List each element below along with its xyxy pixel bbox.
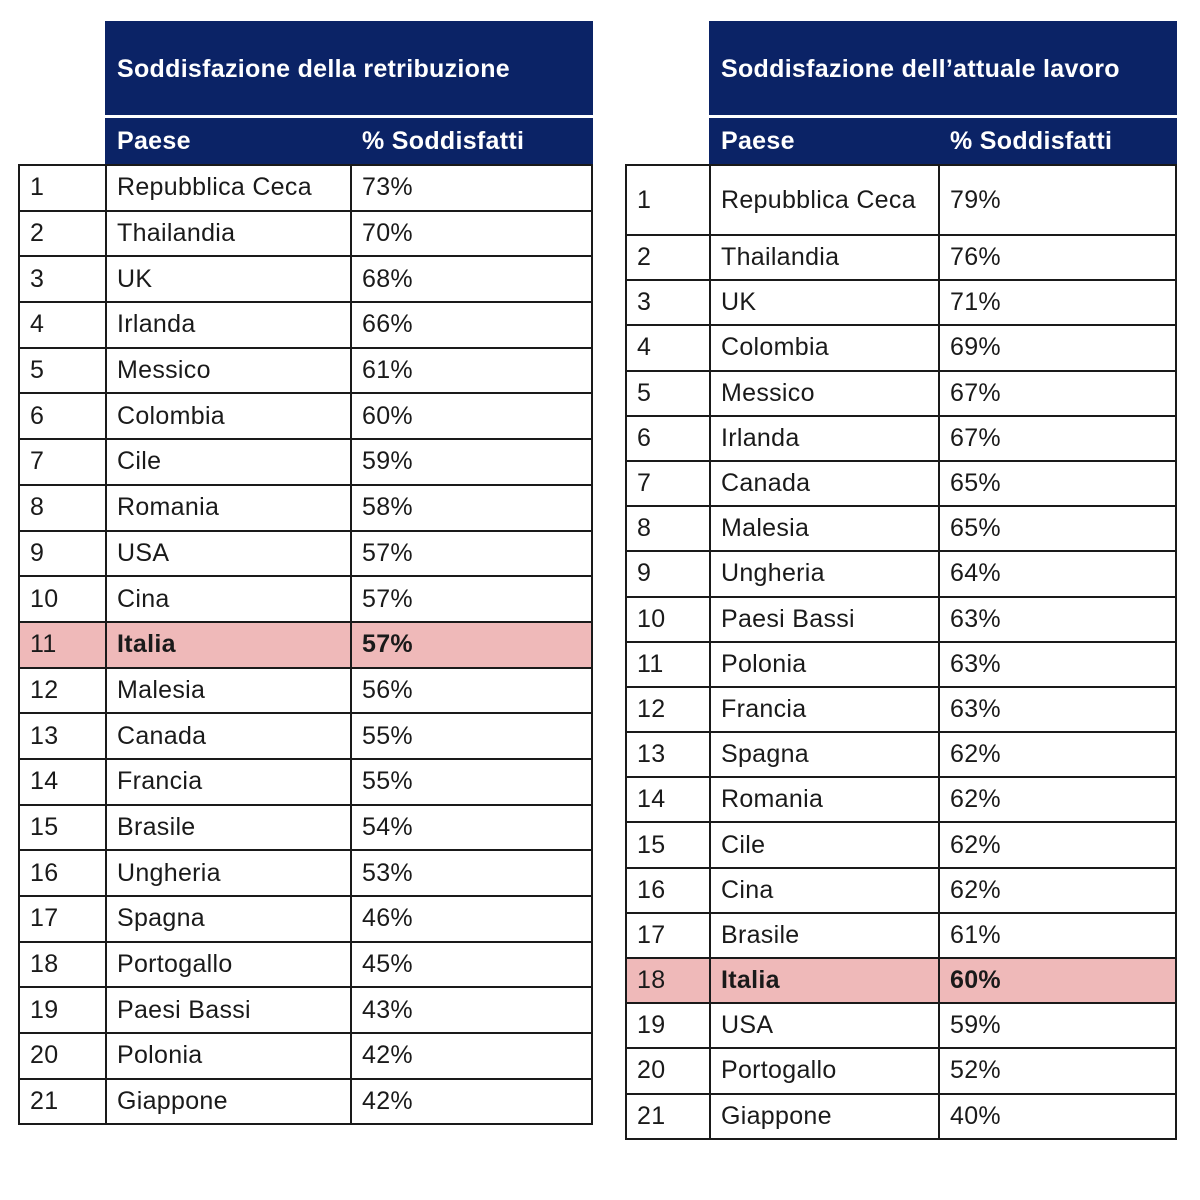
country-cell: Paesi Bassi (106, 987, 351, 1033)
percent-cell: 57% (351, 531, 592, 577)
table-row (626, 822, 1176, 867)
country-cell: Polonia (106, 1033, 351, 1079)
table-row (626, 642, 1176, 687)
table-row (19, 805, 592, 851)
percent-cell: 68% (351, 256, 592, 302)
percent-cell: 40% (939, 1094, 1176, 1139)
rank-cell: 18 (19, 942, 106, 988)
percent-cell: 65% (939, 506, 1176, 551)
country-cell: Irlanda (106, 302, 351, 348)
rank-cell: 13 (626, 732, 710, 777)
country-cell: Cile (710, 822, 939, 867)
rank-cell: 3 (626, 280, 710, 325)
rank-cell: 8 (626, 506, 710, 551)
table-row (626, 165, 1176, 235)
country-cell: Messico (106, 348, 351, 394)
rank-cell: 12 (19, 668, 106, 714)
rank-cell: 9 (19, 531, 106, 577)
rank-cell: 11 (19, 622, 106, 668)
rank-cell: 15 (626, 822, 710, 867)
percent-cell: 52% (939, 1048, 1176, 1093)
table-row-highlighted (19, 622, 592, 668)
country-cell: Portogallo (106, 942, 351, 988)
country-cell: Italia (106, 622, 351, 668)
rank-cell: 11 (626, 642, 710, 687)
rank-cell: 19 (626, 1003, 710, 1048)
table-row (626, 506, 1176, 551)
rank-cell: 7 (626, 461, 710, 506)
country-cell: Spagna (710, 732, 939, 777)
rank-cell: 17 (626, 913, 710, 958)
table-row (19, 531, 592, 577)
rank-cell: 9 (626, 551, 710, 596)
country-cell: Spagna (106, 896, 351, 942)
table-row (19, 942, 592, 988)
percent-cell: 66% (351, 302, 592, 348)
table-row (19, 1079, 592, 1125)
pay-satisfaction-table (18, 21, 593, 1125)
percent-cell: 79% (939, 165, 1176, 235)
job-satisfaction-panel (625, 21, 1175, 1140)
percent-cell: 62% (939, 777, 1176, 822)
table-row (19, 439, 592, 485)
table-row (626, 235, 1176, 280)
percent-cell: 70% (351, 211, 592, 257)
country-cell: Francia (710, 687, 939, 732)
country-cell: Giappone (106, 1079, 351, 1125)
rank-cell: 5 (19, 348, 106, 394)
table-row (626, 687, 1176, 732)
header-row (626, 117, 1176, 166)
table-row (626, 597, 1176, 642)
table-row (19, 850, 592, 896)
percent-cell: 69% (939, 325, 1176, 370)
country-cell: Polonia (710, 642, 939, 687)
percent-cell: 62% (939, 868, 1176, 913)
table-row (626, 371, 1176, 416)
percent-cell: 63% (939, 642, 1176, 687)
country-cell: Cina (106, 576, 351, 622)
rank-cell: 16 (626, 868, 710, 913)
percent-cell: 73% (351, 165, 592, 211)
percent-cell: 59% (939, 1003, 1176, 1048)
table-row (19, 485, 592, 531)
table-row (626, 732, 1176, 777)
country-cell: Canada (710, 461, 939, 506)
country-cell: Ungheria (710, 551, 939, 596)
country-cell: Repubblica Ceca (106, 165, 351, 211)
percent-cell: 43% (351, 987, 592, 1033)
table-row (19, 256, 592, 302)
percent-cell: 62% (939, 732, 1176, 777)
table-title: Soddisfazione dell’attuale lavoro (710, 22, 1176, 117)
percent-cell: 58% (351, 485, 592, 531)
country-cell: UK (710, 280, 939, 325)
table-title: Soddisfazione della retribuzione (106, 22, 592, 117)
table-row (626, 325, 1176, 370)
rank-cell: 19 (19, 987, 106, 1033)
country-cell: Paesi Bassi (710, 597, 939, 642)
rank-cell: 12 (626, 687, 710, 732)
table-row (19, 165, 592, 211)
table-row (19, 668, 592, 714)
country-cell: UK (106, 256, 351, 302)
percent-cell: 67% (939, 371, 1176, 416)
column-header-country: Paese (710, 117, 939, 166)
table-row (19, 576, 592, 622)
rank-cell: 1 (626, 165, 710, 235)
table-row-highlighted (626, 958, 1176, 1003)
table-row (626, 1048, 1176, 1093)
header-row (19, 117, 592, 166)
table-row (19, 302, 592, 348)
rank-cell: 2 (626, 235, 710, 280)
table-row (19, 987, 592, 1033)
rank-cell: 16 (19, 850, 106, 896)
rank-cell: 6 (19, 393, 106, 439)
percent-cell: 53% (351, 850, 592, 896)
blank-corner (19, 117, 106, 166)
column-header-percent: % Soddisfatti (939, 117, 1176, 166)
country-cell: Repubblica Ceca (710, 165, 939, 235)
country-cell: Giappone (710, 1094, 939, 1139)
column-header-country: Paese (106, 117, 351, 166)
percent-cell: 71% (939, 280, 1176, 325)
table-row (626, 416, 1176, 461)
country-cell: Colombia (710, 325, 939, 370)
percent-cell: 63% (939, 597, 1176, 642)
percent-cell: 55% (351, 713, 592, 759)
rank-cell: 20 (19, 1033, 106, 1079)
table-row (626, 913, 1176, 958)
rank-cell: 4 (626, 325, 710, 370)
percent-cell: 63% (939, 687, 1176, 732)
country-cell: Colombia (106, 393, 351, 439)
percent-cell: 67% (939, 416, 1176, 461)
table-row (626, 1003, 1176, 1048)
percent-cell: 45% (351, 942, 592, 988)
title-row (626, 22, 1176, 117)
percent-cell: 61% (939, 913, 1176, 958)
rank-cell: 3 (19, 256, 106, 302)
rank-cell: 7 (19, 439, 106, 485)
percent-cell: 76% (939, 235, 1176, 280)
country-cell: Romania (710, 777, 939, 822)
percent-cell: 59% (351, 439, 592, 485)
table-body (626, 165, 1176, 1139)
country-cell: Canada (106, 713, 351, 759)
percent-cell: 42% (351, 1079, 592, 1125)
rank-cell: 6 (626, 416, 710, 461)
percent-cell: 42% (351, 1033, 592, 1079)
table-row (626, 461, 1176, 506)
table-row (626, 868, 1176, 913)
table-row (19, 211, 592, 257)
rank-cell: 8 (19, 485, 106, 531)
rank-cell: 21 (19, 1079, 106, 1125)
rank-cell: 1 (19, 165, 106, 211)
percent-cell: 61% (351, 348, 592, 394)
table-row (626, 551, 1176, 596)
percent-cell: 46% (351, 896, 592, 942)
table-body (19, 165, 592, 1124)
rank-cell: 5 (626, 371, 710, 416)
table-row (19, 896, 592, 942)
table-row (19, 393, 592, 439)
country-cell: Brasile (106, 805, 351, 851)
table-row (626, 1094, 1176, 1139)
rank-cell: 2 (19, 211, 106, 257)
rank-cell: 10 (626, 597, 710, 642)
percent-cell: 62% (939, 822, 1176, 867)
country-cell: USA (106, 531, 351, 577)
pay-satisfaction-panel (18, 21, 591, 1125)
country-cell: Thailandia (106, 211, 351, 257)
percent-cell: 57% (351, 622, 592, 668)
rank-cell: 4 (19, 302, 106, 348)
country-cell: Romania (106, 485, 351, 531)
percent-cell: 64% (939, 551, 1176, 596)
table-row (19, 713, 592, 759)
rank-cell: 14 (19, 759, 106, 805)
country-cell: Portogallo (710, 1048, 939, 1093)
table-row (626, 280, 1176, 325)
percent-cell: 65% (939, 461, 1176, 506)
country-cell: Irlanda (710, 416, 939, 461)
percent-cell: 57% (351, 576, 592, 622)
country-cell: Cile (106, 439, 351, 485)
percent-cell: 60% (351, 393, 592, 439)
country-cell: Messico (710, 371, 939, 416)
rank-cell: 10 (19, 576, 106, 622)
rank-cell: 21 (626, 1094, 710, 1139)
table-row (19, 1033, 592, 1079)
country-cell: Malesia (106, 668, 351, 714)
country-cell: Cina (710, 868, 939, 913)
country-cell: Malesia (710, 506, 939, 551)
country-cell: USA (710, 1003, 939, 1048)
rank-cell: 20 (626, 1048, 710, 1093)
table-row (19, 759, 592, 805)
rank-cell: 13 (19, 713, 106, 759)
blank-corner (626, 22, 710, 117)
rank-cell: 18 (626, 958, 710, 1003)
percent-cell: 56% (351, 668, 592, 714)
country-cell: Thailandia (710, 235, 939, 280)
percent-cell: 55% (351, 759, 592, 805)
column-header-percent: % Soddisfatti (351, 117, 592, 166)
rank-cell: 17 (19, 896, 106, 942)
rank-cell: 15 (19, 805, 106, 851)
percent-cell: 60% (939, 958, 1176, 1003)
country-cell: Francia (106, 759, 351, 805)
country-cell: Brasile (710, 913, 939, 958)
blank-corner (626, 117, 710, 166)
job-satisfaction-table (625, 21, 1177, 1140)
rank-cell: 14 (626, 777, 710, 822)
title-row (19, 22, 592, 117)
country-cell: Italia (710, 958, 939, 1003)
table-row (19, 348, 592, 394)
table-row (626, 777, 1176, 822)
blank-corner (19, 22, 106, 117)
country-cell: Ungheria (106, 850, 351, 896)
percent-cell: 54% (351, 805, 592, 851)
